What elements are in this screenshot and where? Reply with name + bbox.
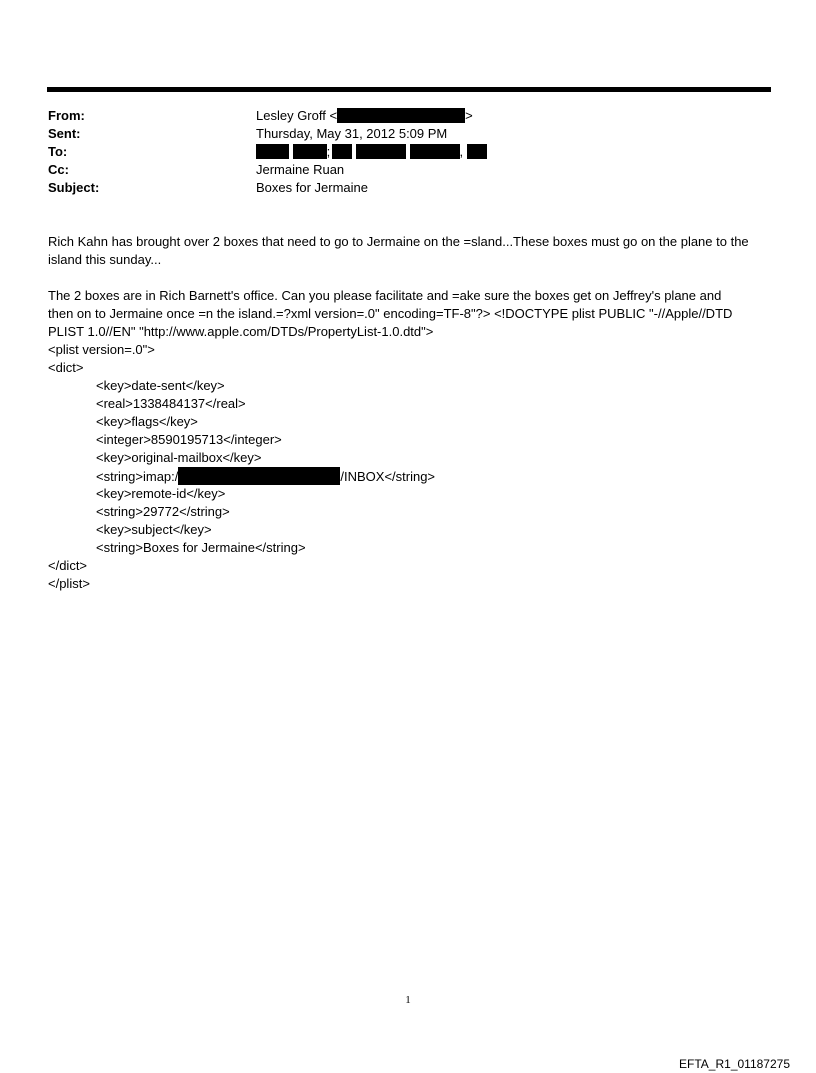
to-label: To: — [48, 144, 68, 159]
sent-label: Sent: — [48, 126, 81, 141]
body-paragraph-1-line-1: Rich Kahn has brought over 2 boxes that need to go to Jermaine on the =sland...These boxes must go on the plane to the — [48, 234, 749, 249]
string-remote-id: <string>29772</string> — [96, 504, 230, 519]
remote-id-prefix: <key>remote-id — [96, 486, 187, 501]
bates-number: EFTA_R1_01187275 — [679, 1057, 790, 1071]
key-subject: <key>subject</key> — [96, 522, 212, 537]
string-subject: <string>Boxes for Jermaine</string> — [96, 540, 306, 555]
string-imap — [96, 467, 816, 486]
to-separator: , — [459, 144, 464, 159]
key-date-sent: <key>date-sent</key> — [96, 378, 225, 393]
remote-id-suffix: </key> — [186, 486, 226, 501]
to-value — [256, 143, 487, 161]
cc-value: Jermaine Ruan — [256, 162, 345, 177]
header-rule — [47, 87, 771, 92]
subject-row — [48, 179, 768, 197]
from-row — [48, 107, 768, 125]
redaction-box — [467, 144, 487, 159]
imap-prefix: <string>imap:/ — [96, 469, 179, 484]
redaction-box — [256, 144, 289, 159]
key-remote-id — [96, 485, 816, 503]
subject-value: Boxes for Jermaine — [256, 180, 368, 195]
redaction-box — [332, 144, 352, 159]
redaction-box — [293, 144, 327, 159]
redaction-box — [410, 144, 460, 159]
real-value: <real>1338484137</real> — [96, 396, 246, 411]
body-paragraph-2-line-2: then on to Jermaine once =n the island.=?xml version=.0" encoding=TF-8"?> <!DOCTYPE plist PUBLIC "-//Apple//DTD — [48, 306, 733, 321]
to-row — [48, 143, 768, 161]
from-value — [256, 107, 473, 125]
redaction-box — [337, 108, 465, 123]
dict-close: </dict> — [48, 558, 88, 573]
plist-close: </plist> — [48, 576, 90, 591]
page-number: 1 — [405, 994, 411, 1006]
from-label: From: — [48, 108, 85, 123]
cc-row — [48, 161, 768, 179]
subject-label: Subject: — [48, 180, 100, 195]
plist-open: <plist version=.0"> — [48, 342, 155, 357]
sent-value: Thursday, May 31, 2012 5:09 PM — [256, 126, 448, 141]
to-separator: ; — [326, 144, 331, 159]
sent-row — [48, 125, 768, 143]
redaction-box — [356, 144, 406, 159]
imap-suffix: /INBOX</string> — [340, 469, 436, 484]
cc-label: Cc: — [48, 162, 69, 177]
key-original-mailbox: <key>original-mailbox</key> — [96, 450, 262, 465]
body-paragraph-2-line-3: PLIST 1.0//EN" "http://www.apple.com/DTDs/PropertyList-1.0.dtd"> — [48, 324, 434, 339]
from-close: > — [465, 108, 473, 123]
dict-open: <dict> — [48, 360, 84, 375]
from-name: Lesley Groff < — [256, 108, 338, 123]
redaction-box — [178, 467, 340, 485]
key-flags: <key>flags</key> — [96, 414, 198, 429]
body-paragraph-1-line-2: island this sunday... — [48, 252, 162, 267]
integer-value: <integer>8590195713</integer> — [96, 432, 282, 447]
body-paragraph-2-line-1: The 2 boxes are in Rich Barnett's office. Can you please facilitate and =ake sure the boxes get on Jeffrey's plane and — [48, 288, 722, 303]
